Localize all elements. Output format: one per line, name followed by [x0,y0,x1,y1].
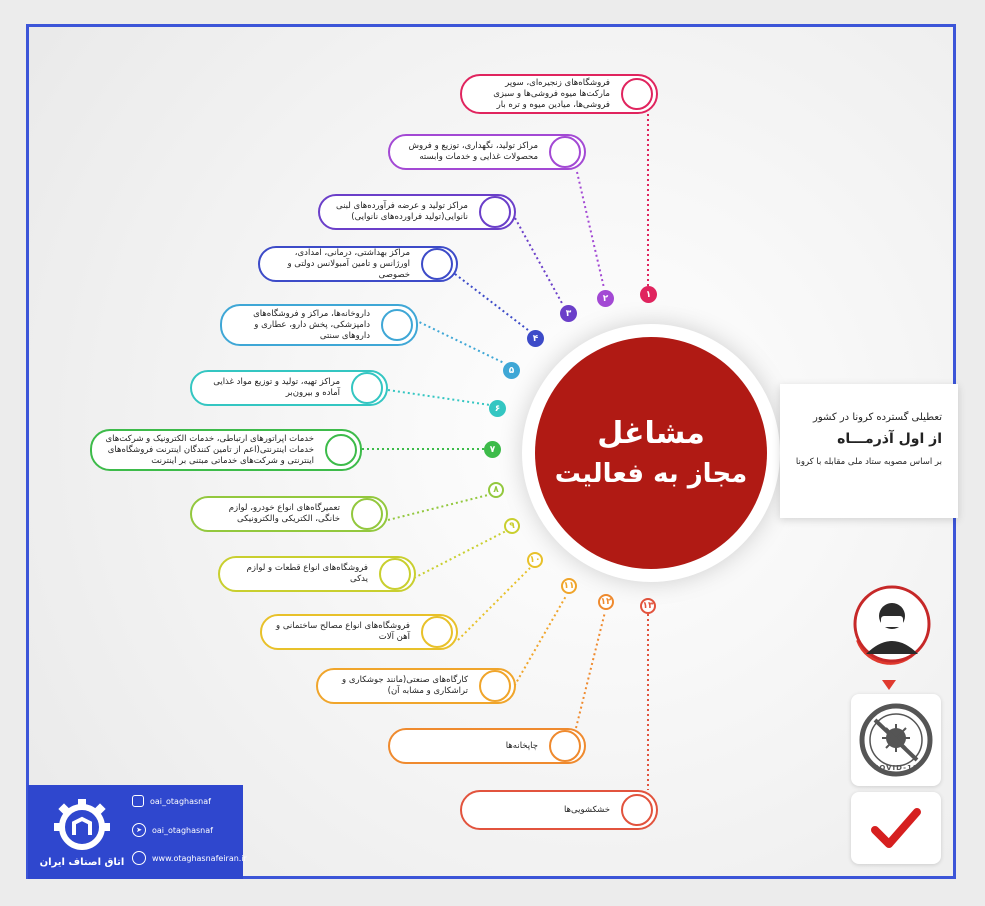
item-number-11: ۱۱ [561,578,577,594]
covid-stamp-card [851,694,941,786]
side-line-1: تعطیلی گسترده کرونا در کشور [813,412,942,423]
connector-11 [512,596,566,690]
item-pill-2 [388,134,586,170]
connector-8 [388,495,488,520]
item-pill-11 [316,668,516,704]
organization-logo-block [28,785,247,879]
item-number-3: ۳ [560,305,577,322]
checkmark-card [851,792,941,864]
globe-icon [132,851,146,865]
connector-9 [414,530,508,578]
item-text-6: مراکز تهیه، تولید و توزیع مواد غذایی آماده و بیرون‌بر [213,377,340,398]
side-line-3: بر اساس مصوبه ستاد ملی مقابله با کرونا [795,457,942,467]
item-pill-5 [220,304,418,346]
gear-logo-icon [40,795,124,855]
item-text-1: فروشگاه‌های زنجیره‌ای، سوپر مارکت‌ها میوه فروشی‌ها و سبزی فروشی‌ها، میادین میوه و تره بار [493,77,610,110]
item-number-6: ۶ [489,400,506,417]
item-number-12: ۱۲ [598,594,614,610]
center-circle [535,337,767,569]
masked-person-icon [852,584,932,664]
item-text-10: فروشگاه‌های انواع مصالح ساختمانی و آهن آلات [276,621,410,642]
connector-3 [515,218,563,305]
covid-stamp-icon [851,694,941,786]
item-number-1: ۱ [640,286,657,303]
checkmark-icon [851,792,941,864]
center-title: مشاغل [597,416,705,451]
item-text-8: تعمیرگاه‌های انواع خودرو، لوازم خانگی، الکتریکی والکترونیکی [228,503,340,524]
center-subtitle: مجاز به فعالیت [554,459,748,489]
connector-12 [576,612,605,728]
item-pill-13 [460,790,658,830]
item-number-10: ۱۰ [527,552,543,568]
item-number-7: ۷ [484,441,501,458]
item-text-11: کارگاه‌های صنعتی(مانند جوشکاری و تراشکاری و مشابه آن) [342,675,468,696]
item-pill-6 [190,370,388,406]
item-text-5: داروخانه‌ها، مراکز و فروشگاه‌های دامپزشکی، پخش دارو، عطاری و داروهای سنتی [253,308,370,341]
item-pill-4 [258,246,458,282]
connector-6 [388,390,490,405]
website-row [132,851,247,865]
side-line-2: از اول آذرمـــاه [837,431,942,447]
item-pill-8 [190,496,388,532]
item-text-13: خشکشویی‌ها [563,804,610,815]
item-pill-12 [388,728,586,764]
item-number-4: ۴ [527,330,544,347]
telegram-handle[interactable]: oai_otaghasnaf [152,825,213,835]
website-link[interactable]: www.otaghasnafeiran.ir [152,853,247,863]
connector-10 [458,568,530,640]
item-number-8: ۸ [488,482,504,498]
connector-5 [415,320,504,363]
item-pill-1 [460,74,658,114]
item-number-5: ۵ [503,362,520,379]
item-text-9: فروشگاه‌های انواع قطعات و لوازم یدکی [246,563,368,584]
side-info-panel [780,384,958,518]
item-text-3: مراکز تولید و عرضه فرآورده‌های لبنی نانوایی(تولید فراورده‌های نانوایی) [336,201,468,222]
instagram-icon [132,795,144,807]
item-number-2: ۲ [597,290,614,307]
item-number-13: ۱۳ [640,598,656,614]
instagram-handle[interactable]: oai_otaghasnaf [150,796,211,806]
item-text-4: مراکز بهداشتی، درمانی، امدادی، اورژانس و تامین آمبولانس دولتی و خصوصی [287,247,410,280]
item-pill-9 [218,556,416,592]
connector-4 [455,274,528,330]
logo-name: اتاق اصناف ایران [39,857,125,868]
item-text-2: مراکز تولید، نگهداری، توزیع و فروش محصولات غذایی و خدمات وابسته [408,141,538,162]
item-number-9: ۹ [504,518,520,534]
item-pill-10 [260,614,458,650]
item-text-7: خدمات اپراتورهای ارتباطی، خدمات الکترونیک و شرکت‌های خدمات اینترنتی(اعم از تامین کنندگان اینترنت فروشگاه‌های اینترنتی و شرکت‌های خدماتی مبتنی بر اینترنت [105,433,314,466]
telegram-icon: ➤ [132,823,146,837]
connector-2 [577,172,604,288]
covid-stamp-text: COVID-19 [873,764,919,772]
telegram-row [132,823,213,837]
item-text-12: چاپخانه‌ها [505,740,538,751]
instagram-row [132,795,211,807]
item-pill-7 [90,429,362,471]
item-pill-3 [318,194,516,230]
